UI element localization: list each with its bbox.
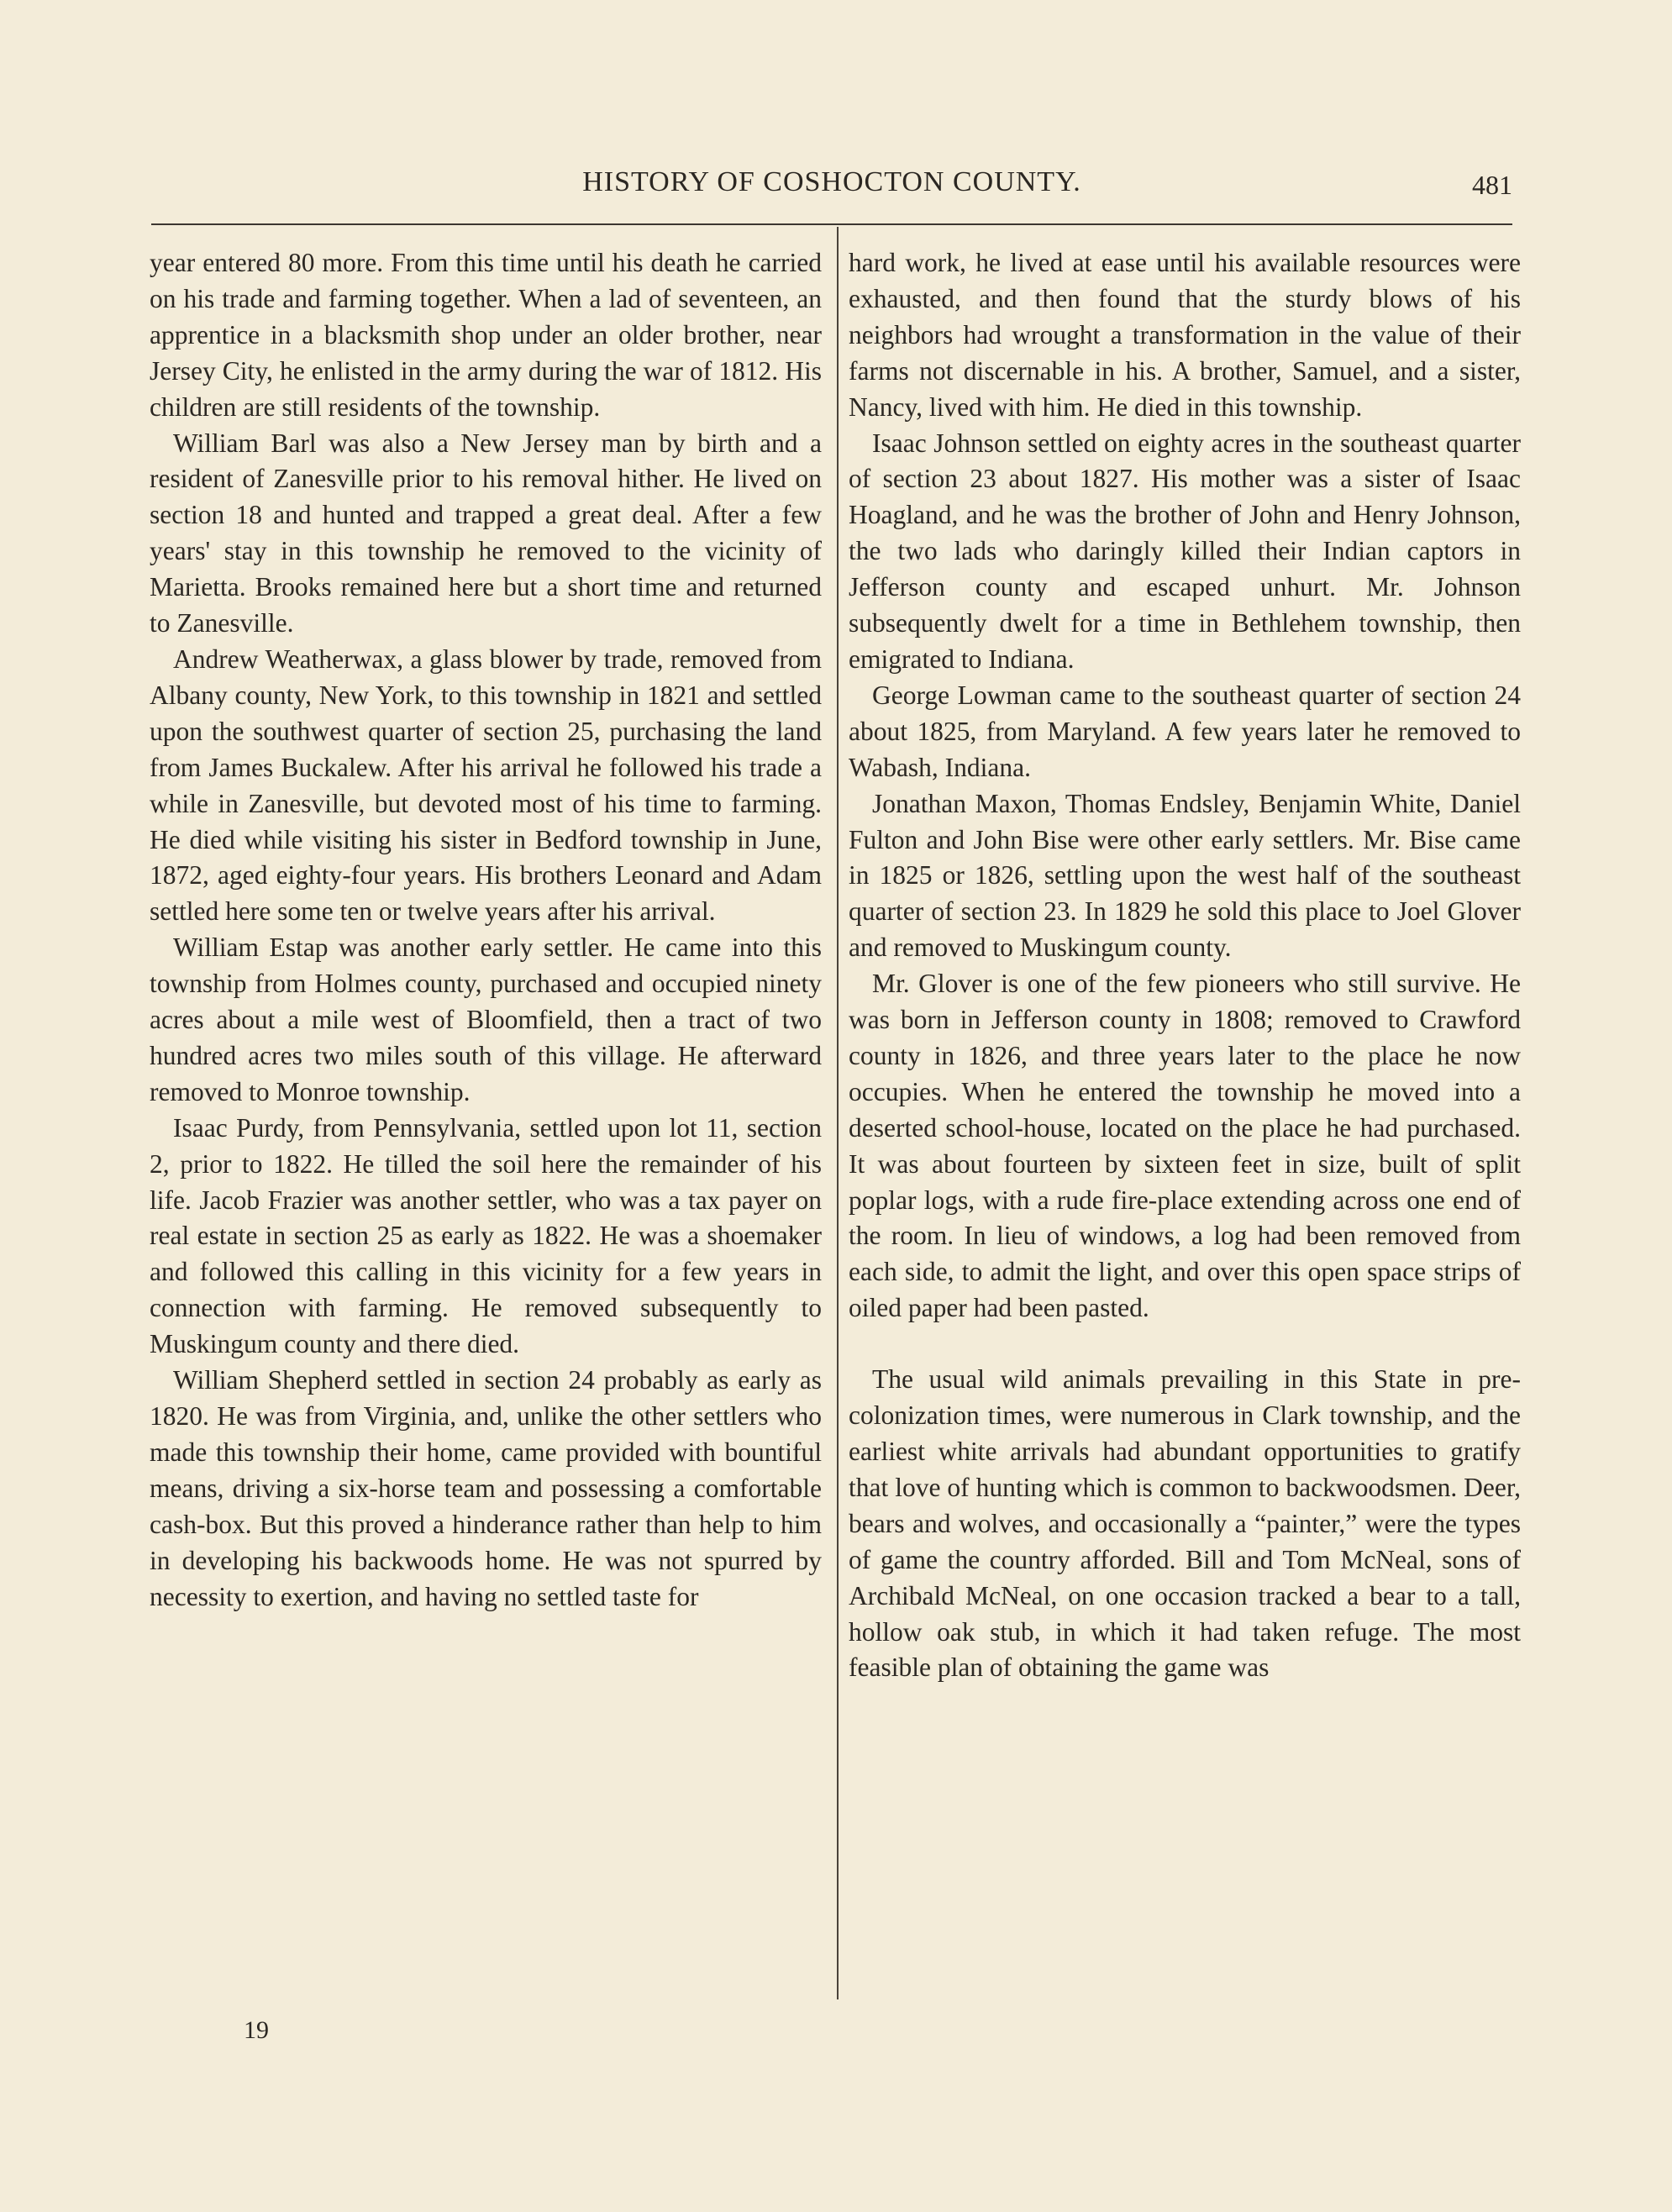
column-divider xyxy=(837,227,839,1999)
running-title: HISTORY OF COSHOCTON COUNTY. xyxy=(582,166,1081,197)
paragraph: year entered 80 more. From this time until his death he carried on his trade and farming together. When a lad of seventeen, an apprentice in a blacksmith shop under an older brother, near Jersey City, he enlisted in the army during the war of 1812. His children are still residents of the township. xyxy=(150,248,822,422)
paragraph: hard work, he lived at ease until his available resources were exhausted, and then found that the sturdy blows of his neighbors had wrought a transformation in the value of their farms not discernable in his. A brother, Samuel, and a sister, Nancy, lived with him. He died in this township. xyxy=(849,248,1521,422)
page-number: 481 xyxy=(1472,170,1512,200)
paragraph: Jonathan Maxon, Thomas Endsley, Benjamin White, Daniel Fulton and John Bise were other early settlers. Mr. Bise came in 1825 or 1826, settling upon the west half of the southeast quarter of section 23. In 1829 he sold this place to Joel Glover and removed to Muskingum county. xyxy=(849,788,1521,963)
paragraph: Isaac Johnson settled on eighty acres in the southeast quarter of section 23 about 1827. His mother was a sister of Isaac Hoagland, and he was the brother of John and Henry Johnson, the two lads who daringly killed their Indian captors in Jefferson county and escaped unhurt. Mr. Johnson subsequently dwelt for a time in Bethlehem township, then emigrated to Indiana. xyxy=(849,428,1521,674)
page-header xyxy=(151,160,1512,210)
paragraph: George Lowman came to the southeast quarter of section 24 about 1825, from Maryland. A few years later he removed to Wabash, Indiana. xyxy=(849,680,1521,782)
header-rule xyxy=(151,223,1512,225)
left-column xyxy=(150,245,822,1615)
paragraph: William Shepherd settled in section 24 probably as early as 1820. He was from Virginia, and, unlike the other settlers who made this township their home, came provided with bountiful means, driving a six-horse team and possessing a comfortable cash-box. But this proved a hinderance rather than help to him in developing his backwoods home. He was not spurred by necessity to exertion, and having no settled taste for xyxy=(150,1365,822,1611)
paragraph: Andrew Weatherwax, a glass blower by trade, removed from Albany county, New York, to this township in 1821 and settled upon the southwest quarter of section 25, purchasing the land from James Buckalew. After his arrival he followed his trade a while in Zanesville, but devoted most of his time to farming. He died while visiting his sister in Bedford township in June, 1872, aged eighty-four years. His brothers Leonard and Adam settled here some ten or twelve years after his arrival. xyxy=(150,644,822,927)
paragraph: Mr. Glover is one of the few pioneers who still survive. He was born in Jefferson county in 1808; removed to Crawford county in 1826, and three years later to the place he now occupies. When he entered the township he moved into a deserted school-house, located on the place he had purchased. It was about fourteen by sixteen feet in size, built of split poplar logs, with a rude fire-place extending across one end of the room. In lieu of windows, a log had been removed from each side, to admit the light, and over this open space strips of oiled paper had been pasted. xyxy=(849,969,1521,1323)
signature-mark: 19 xyxy=(244,2016,269,2044)
right-column xyxy=(849,245,1521,1686)
paragraph: The usual wild animals prevailing in this State in pre-colonization times, were numerous in Clark township, and the earliest white arrivals had abundant opportunities to gratify that love of hunting which is common to backwoodsmen. Deer, bears and wolves, and occasionally a “painter,” were the types of game the country afforded. Bill and Tom McNeal, sons of Archibald McNeal, on one occasion tracked a bear to a tall, hollow oak stub, in which it had taken refuge. The most feasible plan of obtaining the game was xyxy=(849,1364,1521,1683)
paragraph: William Barl was also a New Jersey man by birth and a resident of Zanesville prior to his removal hither. He lived on section 18 and hunted and trapped a great deal. After a few years' stay in this township he removed to the vicinity of Marietta. Brooks remained here but a short time and returned to Zanesville. xyxy=(150,428,822,638)
paragraph: Isaac Purdy, from Pennsylvania, settled upon lot 11, section 2, prior to 1822. He tilled the soil here the remainder of his life. Jacob Frazier was another settler, who was a tax payer on real estate in section 25 as early as 1822. He was a shoemaker and followed this calling in this vicinity for a few years in connection with farming. He removed subsequently to Muskingum county and there died. xyxy=(150,1112,822,1359)
paragraph: William Estap was another early settler. He came into this township from Holmes county, purchased and occupied ninety acres about a mile west of Bloomfield, then a tract of two hundred acres two miles south of this village. He afterward removed to Monroe township. xyxy=(150,933,822,1106)
